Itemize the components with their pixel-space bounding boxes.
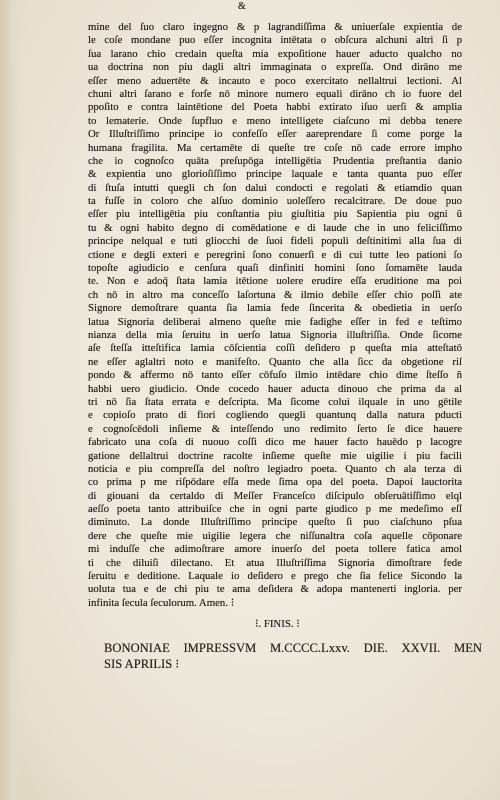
text-line: uoluta tua e de chi piu te ama deſidera & adopa mantenerti ingloria. per [88, 583, 462, 596]
text-line: di ſtuſa intutti quegli ch ſon dalui condocti e regolati & etiamdio quan [88, 181, 462, 194]
text-line: e cognoſcēdoli inſieme & inteſſendo uno redimito ſerto ſe dice hauere [88, 422, 462, 435]
closing-line: infinita ſecula ſeculorum. Amen. ⁝ [88, 596, 235, 609]
text-line: ua doctrina non piu dagli altri immaginata o expreſſa. Ond dirāno me [88, 61, 462, 74]
text-line: eſſer meno aduertēte & incauto e poco exercitato nellaltrui lectioni. Al [88, 74, 462, 87]
finis-mark: ⁝. FINIS. ⁝ [255, 618, 300, 630]
text-line: nianza della mia ſeruitu in uerſo latua Signoria illuſtriſſia. Onde ſicome [88, 328, 462, 341]
colophon-line: BONONIAE IMPRESSVM M.CCCC.Lxxv. DIE. XXVII. MEN [104, 641, 482, 655]
text-line: mine del ſuo claro ingegno & p lagrandiſſima & uniuerſale expientia de [88, 21, 462, 33]
text-line: tu & ogni habito degno di comēdatione e di laude che in uno feliciſſimo [88, 221, 462, 234]
page-gutter-shadow [0, 0, 22, 800]
text-line: eſſer piu intelligētia piu conſtantia piu giuſtitia piu Sapientia piu ogni ũ [88, 208, 462, 221]
text-line: ctione e degli exteri e peregrini ſono conuerſi e di cui tutte leo pationi ſo [88, 248, 462, 261]
text-line: aſe ſteſſa itteſtifica lamia cōſcientia coſſi deſidero p queſta mia atteſtatō [88, 342, 462, 355]
text-line: topoſte agiudicio e cenſura quaſi dinfiniti homini ſono ſomamēte lauda [88, 262, 462, 275]
text-line: ppoſito e contra laintētione del Poeta habbi extirato iſuo uerſi & amplia [88, 101, 462, 114]
text-line: principe nelqual e tuti gliocchi de ſuoi fideli populi deſtinitimi alla ſua di [88, 235, 462, 248]
text-line: mi induſſe che adimoſtrare amore inuerſo del poeta tollere fatica amol [88, 543, 462, 556]
text-line: noticia e piu compreſſa del noſtro legiadro poeta. Quanto ch ala terza di [88, 462, 462, 475]
colophon-line: SIS APRILIS ⁝ [104, 657, 180, 671]
body-text-block [88, 21, 462, 610]
text-line: fabricato una coſa di nuouo coſſi dico me hauer facto hauēdo p lacogre [88, 436, 462, 449]
text-line: che io cognoſco quāta preſupōga intelligētia Prudentia preſtantia danio [88, 154, 462, 167]
text-line: aeſſo poeta tanto attribuiſce che in ogni parte giudico p me medeſimo eſſ [88, 503, 462, 516]
text-line: dere che queſte mie uigilie legera che niſſunaltra coſa aquelle cōponare [88, 529, 462, 542]
text-line: ne eſſer aglaltri noto e manifeſto. Quanto che alla ſicc da obgetione riſ [88, 355, 462, 368]
text-line: ſeruitu e deditione. Laquale io deſidero e prego che ſia felice Sicondo la [88, 570, 462, 583]
text-line: te. Non e adoq̄ ſtata lamia itētione uolere erudire eſſa eruditione ma poi [88, 275, 462, 288]
text-line: habbi uero giudicio. Onde cocedo hauer aducta dinouo che prima da al [88, 382, 462, 395]
text-line: humana fragilita. Ma certamēte di queſte tre coſe nō cade errore impho [88, 141, 462, 154]
text-line: ſua larano chio credain queſta mia expoſitione hauer aducto qualcho no [88, 47, 462, 60]
text-line: & expientia uno glorioſiſſimo principe laquale e tanta quanta puo eſſer [88, 168, 462, 181]
text-line: latua Signoria deliberai almeno queſte mie fadighe eſſer in fed e teſtimo [88, 315, 462, 328]
text-line: le coſe mondane puo eſſer incognita intētata o obſcura alchuni altri ſi p [88, 34, 462, 47]
colophon [104, 640, 482, 672]
text-line: tri nō ſia ſtata errata e deſcripta. Ma ſicome colui ilquale in uno gētile [88, 395, 462, 408]
text-line: diminuto. La donde Illuſtriſſimo principe queſto ſi puo ciaſchuno pſua [88, 516, 462, 529]
text-line: ti che diluiſi dilectano. Et atua Illuſtriſſima Signoria dimoſtrare fede [88, 556, 462, 569]
text-line: e copioſo prato di fiori cogliendo quegli quantunq dalla natura pducti [88, 409, 462, 422]
text-line: Signore demoſtrare quanta ſia lamia fede ſincerita & obedietia in uerſo [88, 302, 462, 315]
text-line: to lematerie. Onde ſupfluo e meno intelligete ciaſcuno mi debba tenere [88, 114, 462, 127]
text-line: Or Illuſtriſſimo principe io confeſſo eſſer aareprendare ſi come porge la [88, 128, 462, 141]
text-line: ch nō in altro ma conceſſo laſortuna & ilmio debile eſſer chio poſſi ate [88, 288, 462, 301]
top-ornament-mark: & [238, 1, 246, 12]
text-line: ta fuſſe in coloro che alſuo dominio uoleſſero recalcitrare. De doue puo [88, 195, 462, 208]
text-line: pondo & affermo nō tanto eſſer cōfuſo ilmio intēdare chio dime ſteſſo ñ [88, 369, 462, 382]
text-line: co prima p me riſpōdare eſſa mede ſima opa del poeta. Dapoi lauctorita [88, 476, 462, 489]
text-line: di giouani da certaldo di Meſſer Franceſco diſcipulo obſeruātiſſimo elql [88, 489, 462, 502]
text-line: gatione dellaltrui doctrine racolte inſieme queſte mie uigilie i piu facili [88, 449, 462, 462]
text-line: chuni altri ſarano e forſe nō minore numero equali dirāno ch io fuore del [88, 87, 462, 100]
